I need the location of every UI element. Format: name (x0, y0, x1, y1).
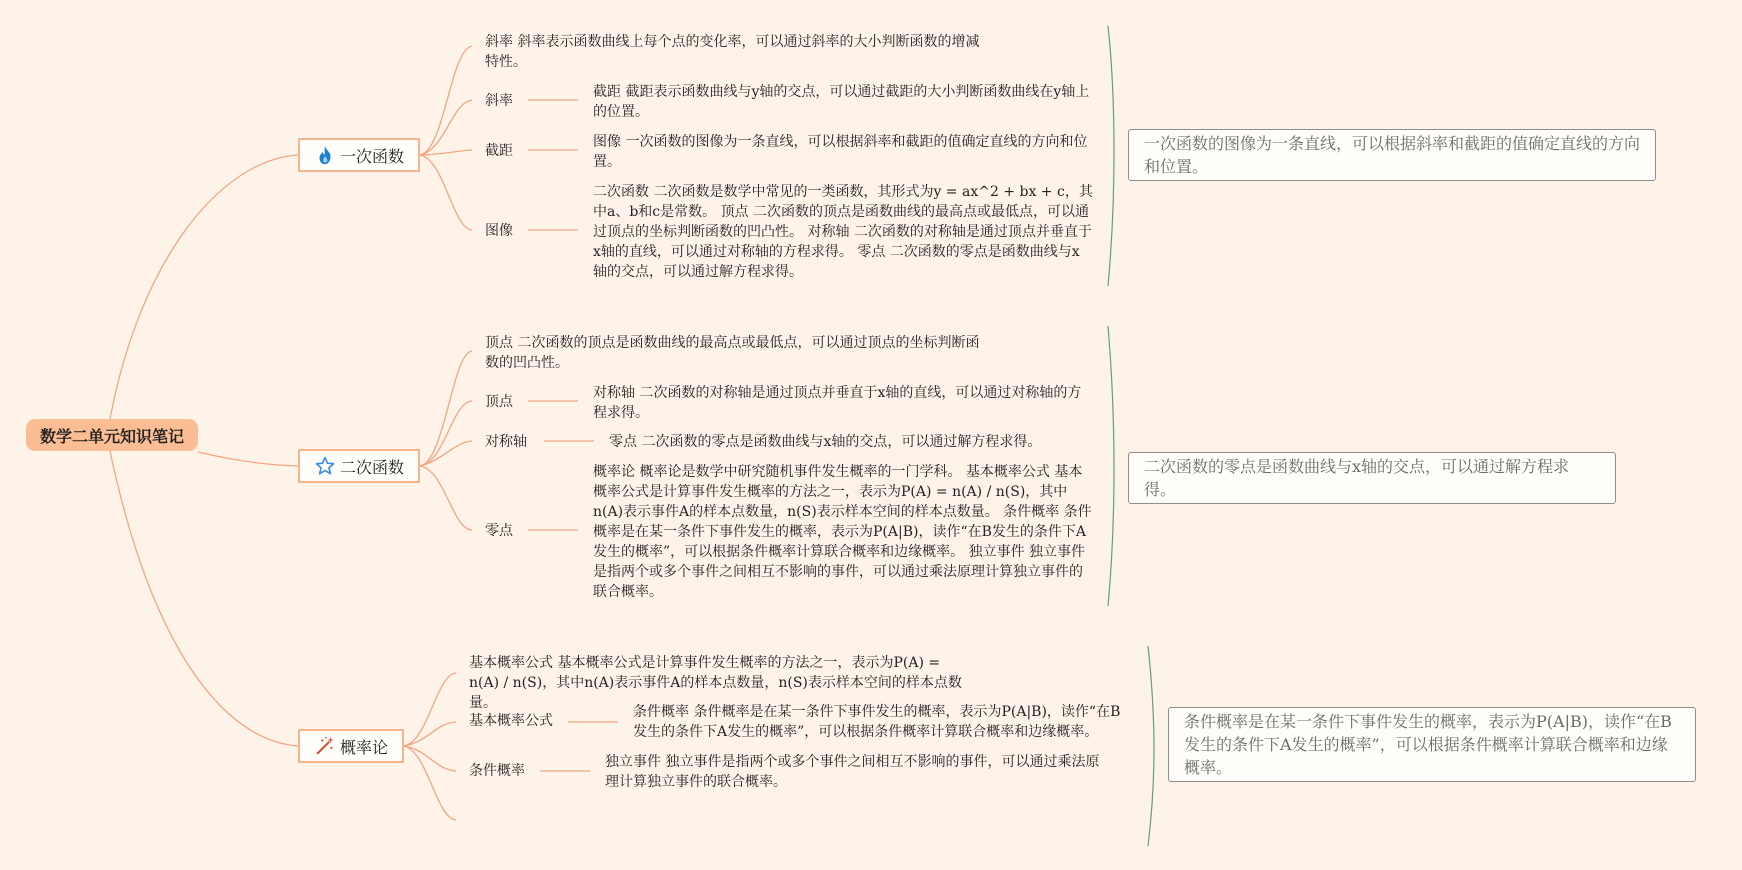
link-b2-item3 (420, 466, 472, 530)
summary-box-3[interactable] (1168, 707, 1696, 782)
branch-3-intro-text: 基本概率公式 基本概率公式是计算事件发生概率的方法之一，表示为P(A) = n(A) / n(S)，其中n(A)表示事件A的样本点数量，n(S)表示样本空间的样本点数量。 (469, 655, 962, 711)
branch-1-item-3-label[interactable]: 图像 (485, 223, 513, 239)
branch-1-item-1-label[interactable]: 斜率 (485, 93, 513, 109)
branch-topic-quadratic-function[interactable] (298, 449, 420, 483)
link-b1-item3 (420, 155, 472, 230)
branch-1-item-3-text: 二次函数 二次函数是数学中常见的一类函数，其形式为y = ax^2 + bx + c，其中a、b和c是常数。 顶点 二次函数的顶点是函数曲线的最高点或最低点，可以通过顶点的坐标判断函数的凹凸性。 对称轴 二次函数的对称轴是通过顶点并垂直于x轴的直线，可以通过对称轴的方程求得。 零点 二次函数的零点是函数曲线与x轴的交点，可以通过解方程求得。 (593, 184, 1093, 280)
branch-2-item-2-label[interactable]: 对称轴 (485, 434, 527, 450)
summary-box-1[interactable] (1128, 129, 1656, 181)
branch-title: 一次函数 (340, 146, 405, 166)
star-icon (314, 455, 336, 477)
summary-text: 二次函数的零点是函数曲线与x轴的交点，可以通过解方程求得。 (1144, 457, 1570, 499)
branch-2-item-2-text: 零点 二次函数的零点是函数曲线与x轴的交点，可以通过解方程求得。 (609, 434, 1042, 450)
branch-2-item-3-label[interactable]: 零点 (485, 523, 513, 539)
branch-2-item-1-text: 对称轴 二次函数的对称轴是通过顶点并垂直于x轴的直线，可以通过对称轴的方程求得。 (593, 385, 1082, 421)
branch-1-item-2-label[interactable]: 截距 (485, 143, 513, 159)
branch-title: 概率论 (340, 737, 389, 757)
link-b1-item1 (420, 100, 472, 155)
link-root-branch-2 (198, 452, 298, 466)
summary-bracket-3 (1148, 646, 1154, 846)
summary-bracket-1 (1108, 26, 1114, 286)
branch-2-item-3-text: 概率论 概率论是数学中研究随机事件发生概率的一门学科。 基本概率公式 基本概率公式是计算事件发生概率的方法之一，表示为P(A) = n(A) / n(S)，其中n(A)表示事件A的样本点数量，n(S)表示样本空间的样本点数量。 条件概率 条件概率是在某一条件下事件发生的概率，表示为P(A|B)，读作“在B发生的条件下A发生的概率”，可以根据条件概率计算联合概率和边缘概率。 独立事件 独立事件是指两个或多个事件之间相互不影响的事件，可以通过乘法原理计算独立事件的联合概率。 (593, 464, 1092, 600)
summary-bracket-2 (1108, 326, 1114, 606)
branch-title: 二次函数 (340, 457, 405, 477)
branch-topic-linear-function[interactable] (298, 138, 420, 172)
root-topic[interactable] (26, 419, 198, 451)
branch-3-item-1-text: 条件概率 条件概率是在某一条件下事件发生的概率，表示为P(A|B)，读作“在B发生的条件下A发生的概率”，可以根据条件概率计算联合概率和边缘概率。 (633, 704, 1121, 740)
summary-text: 一次函数的图像为一条直线，可以根据斜率和截距的值确定直线的方向和位置。 (1144, 134, 1641, 176)
flame-icon (314, 144, 336, 166)
branch-2-intro-text: 顶点 二次函数的顶点是函数曲线的最高点或最低点，可以通过顶点的坐标判断函数的凹凸性。 (485, 335, 980, 371)
wand-icon (314, 735, 336, 757)
link-b3-intro (404, 673, 456, 746)
link-b2-intro (420, 351, 472, 466)
link-root-branch-1 (110, 155, 298, 419)
link-root-branch-3 (110, 451, 298, 746)
branch-2-item-1-label[interactable]: 顶点 (485, 394, 513, 410)
branch-3-item-1-label[interactable]: 基本概率公式 (469, 713, 553, 729)
branch-1-intro-text: 斜率 斜率表示函数曲线上每个点的变化率，可以通过斜率的大小判断函数的增减特性。 (485, 34, 980, 70)
link-b2-item1 (420, 401, 472, 466)
branch-topic-probability[interactable] (298, 729, 404, 763)
summary-text: 条件概率是在某一条件下事件发生的概率，表示为P(A|B)，读作“在B发生的条件下A发生的概率”，可以根据条件概率计算联合概率和边缘概率。 (1184, 712, 1672, 777)
branch-1-item-1-text: 截距 截距表示函数曲线与y轴的交点，可以通过截距的大小判断函数曲线在y轴上的位置。 (593, 84, 1090, 120)
link-b3-item3 (404, 746, 456, 820)
branch-1-item-2-text: 图像 一次函数的图像为一条直线，可以根据斜率和截距的值确定直线的方向和位置。 (593, 134, 1088, 170)
branch-3-item-2-text: 独立事件 独立事件是指两个或多个事件之间相互不影响的事件，可以通过乘法原理计算独立事件的联合概率。 (605, 754, 1100, 790)
link-b1-intro (420, 46, 472, 155)
summary-box-2[interactable] (1128, 452, 1616, 504)
branch-3-item-2-label[interactable]: 条件概率 (469, 763, 525, 779)
root-title: 数学二单元知识笔记 (39, 426, 184, 446)
